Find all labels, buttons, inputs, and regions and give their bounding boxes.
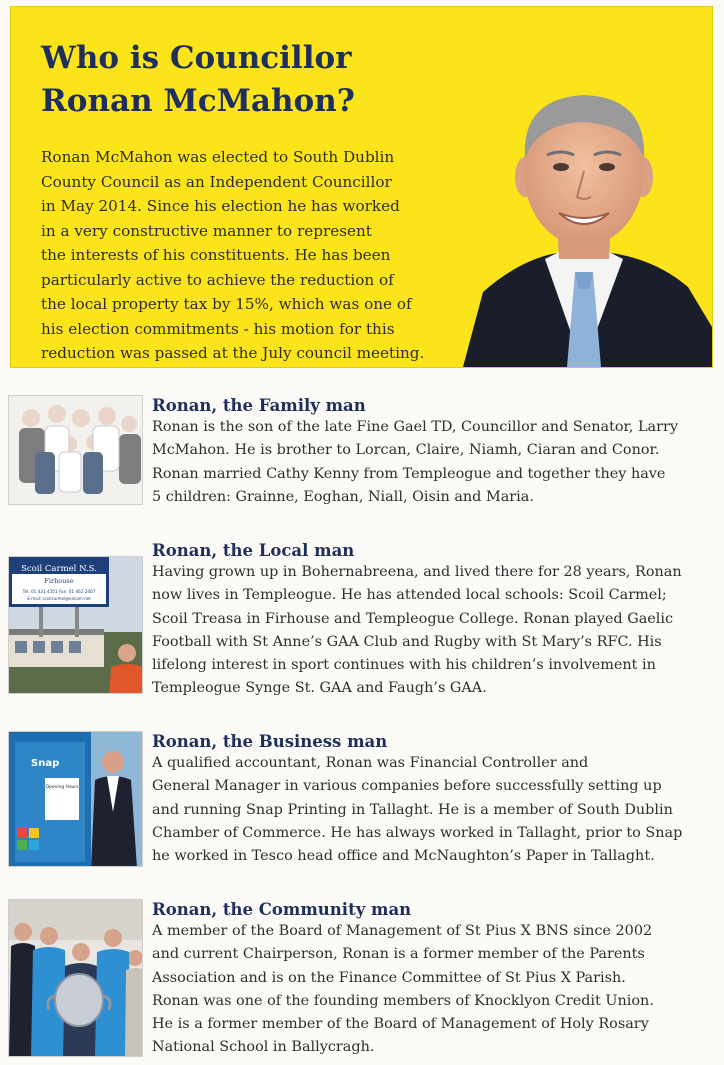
hero-banner — [10, 6, 713, 368]
shop-sign-brand: Snap — [31, 758, 60, 769]
section-local-text: Having grown up in Bohernabreena, and lived there for 28 years, Ronan now lives in Templeogue. He has attended local schools: Scoil Carmel; Scoil Treasa in Firhouse and Templeogue College. Ronan played Gaelic Football with St Anne’s GAA Club and Rugby with St Mary’s RFC. His lifelong interest in sport continues with his children’s involvement in Templeogue Synge St. GAA and Faugh’s GAA. — [152, 564, 682, 697]
school-sign-email: E-mail: scoilcarmel@eircom.net — [27, 596, 91, 601]
section-family-text: Ronan is the son of the late Fine Gael TD, Councillor and Senator, Larry McMahon. He is brother to Lorcan, Claire, Niamh, Ciaran and Conor. Ronan married Cathy Kenny from Templeogue and together they have 5 children: Grainne, Eoghan, Niall, Oisin and Maria. — [152, 419, 679, 505]
page-title — [41, 37, 421, 123]
school-sign-name: Scoil Carmel N.S. — [21, 564, 97, 574]
page-title-line-2: Ronan McMahon? — [41, 83, 355, 119]
section-local-title: Ronan, the Local man — [152, 541, 355, 560]
shop-sign-hours: Opening Hours — [45, 785, 79, 790]
section-community — [8, 899, 716, 1059]
school-sign-phone: Tel: 01 431 4351 Fax: 01 462 2407 — [22, 589, 96, 594]
section-family — [8, 395, 716, 510]
community-photo — [8, 899, 143, 1057]
intro-paragraph: Ronan McMahon was elected to South Dublin County Council as an Independent Councillor in May 2014. Since his election he has worked in a very constructive manner to represent the interests of his constituents. He has been particularly active to achieve the reduction of the local property tax by 15%, which was one of his election commitments - his motion for this reduction was passed at the July council meeting. — [41, 148, 425, 362]
councillor-portrait — [453, 67, 712, 367]
section-business-text: A qualified accountant, Ronan was Financial Controller and General Manager in various companies before successfully setting up and running Snap Printing in Tallaght. He is a member of South Dublin Chamber of Commerce. He has always worked in Tallaght, prior to Snap he worked in Tesco head office and McNaughton’s Paper in Tallaght. — [152, 755, 683, 865]
section-community-text: A member of the Board of Management of St Pius X BNS since 2002 and current Chairperson, Ronan is a former member of the Parents Association and is on the Finance Committee of St Pius X Parish. Ronan was one of the founding members of Knocklyon Credit Union. He is a former member of the Board of Management of Holy Rosary National School in Ballycragh. — [152, 923, 654, 1056]
school-photo — [8, 556, 143, 694]
section-family-title: Ronan, the Family man — [152, 396, 366, 415]
business-photo — [8, 731, 143, 867]
page-title-line-1: Who is Councillor — [41, 40, 352, 76]
section-business-title: Ronan, the Business man — [152, 732, 388, 751]
section-local — [8, 540, 716, 700]
section-community-title: Ronan, the Community man — [152, 900, 412, 919]
section-business — [8, 731, 716, 871]
school-sign-place: Firhouse — [44, 577, 74, 585]
family-photo — [8, 395, 143, 505]
